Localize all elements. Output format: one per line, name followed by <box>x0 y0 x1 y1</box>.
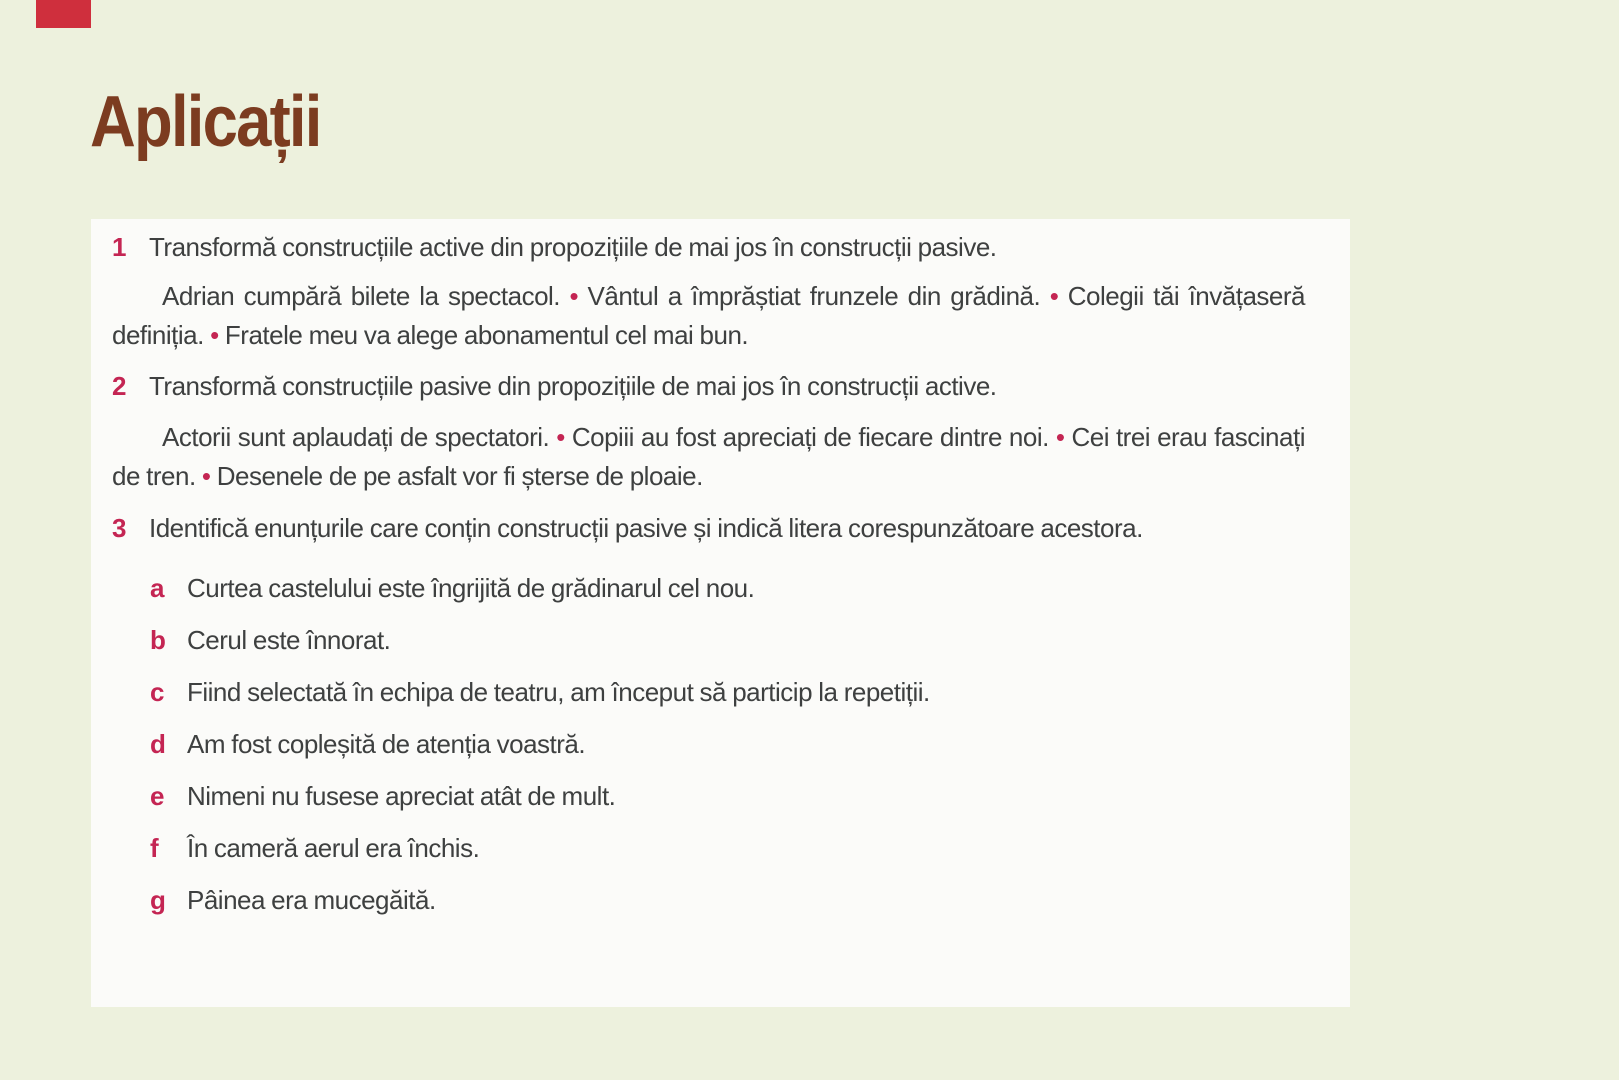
exercise-3-heading <box>112 509 1305 548</box>
bullet-icon: • <box>569 281 579 311</box>
exercise-2-number: 2 <box>112 371 126 401</box>
option-letter: g <box>150 885 166 915</box>
exercise-2-text: Transformă construcțiile pasive din propozițiile de mai jos în construcții active. <box>149 371 997 401</box>
exercise-3-text: Identifică enunțurile care conțin construcții pasive și indică litera corespunzătoare acestora. <box>149 513 1143 543</box>
sentence: Cei trei erau fascinați de tren. <box>112 422 1305 491</box>
exercise-3-number: 3 <box>112 513 126 543</box>
page-title: Aplicații <box>90 82 321 162</box>
option-letter: f <box>150 833 159 863</box>
bullet-icon: • <box>210 320 219 350</box>
sentence: Desenele de pe asfalt vor fi șterse de ploaie. <box>216 461 703 491</box>
option-letter: c <box>150 677 164 707</box>
sentence: Vântul a împrăștiat frunzele din grădină. <box>587 281 1041 311</box>
sentence: Adrian cumpără bilete la spectacol. <box>162 281 561 311</box>
option-row-b <box>112 621 1305 660</box>
bullet-icon: • <box>556 422 565 452</box>
option-text: Fiind selectată în echipa de teatru, am început să particip la repetiții. <box>187 677 930 707</box>
option-letter: d <box>150 729 166 759</box>
option-letter: a <box>150 573 164 603</box>
exercise-2-heading <box>112 367 1305 406</box>
option-row-f <box>112 829 1305 868</box>
exercise-card <box>91 219 1350 1007</box>
option-text: Curtea castelului este îngrijită de grădinarul cel nou. <box>187 573 755 603</box>
option-text: Am fost copleșită de atenția voastră. <box>187 729 586 759</box>
bullet-icon: • <box>201 461 211 491</box>
exercise-1-number: 1 <box>112 232 126 262</box>
option-text: Cerul este înnorat. <box>187 625 391 655</box>
option-row-g <box>112 881 1305 920</box>
option-row-d <box>112 725 1305 764</box>
exercise-2-examples <box>112 418 1305 496</box>
corner-red-mark <box>36 0 91 28</box>
exercise-1-text: Transformă construcțiile active din propozițiile de mai jos în construcții pasive. <box>149 232 997 262</box>
option-text: În cameră aerul era închis. <box>187 833 480 863</box>
option-letter: e <box>150 781 164 811</box>
exercise-1-examples <box>112 277 1305 355</box>
options-list <box>112 569 1305 920</box>
sentence: Copiii au fost apreciați de fiecare dintre noi. <box>571 422 1049 452</box>
option-row-e <box>112 777 1305 816</box>
option-row-c <box>112 673 1305 712</box>
sentence: Fratele meu va alege abonamentul cel mai bun. <box>224 320 749 350</box>
bullet-icon: • <box>1055 422 1065 452</box>
option-text: Nimeni nu fusese apreciat atât de mult. <box>187 781 616 811</box>
option-row-a <box>112 569 1305 608</box>
exercise-1-heading <box>112 228 1305 267</box>
sentence: Actorii sunt aplaudați de spectatori. <box>162 422 550 452</box>
option-text: Pâinea era mucegăită. <box>187 885 436 915</box>
bullet-icon: • <box>1049 281 1059 311</box>
option-letter: b <box>150 625 166 655</box>
sentence: Colegii tăi învățaseră definiția. <box>112 281 1305 350</box>
